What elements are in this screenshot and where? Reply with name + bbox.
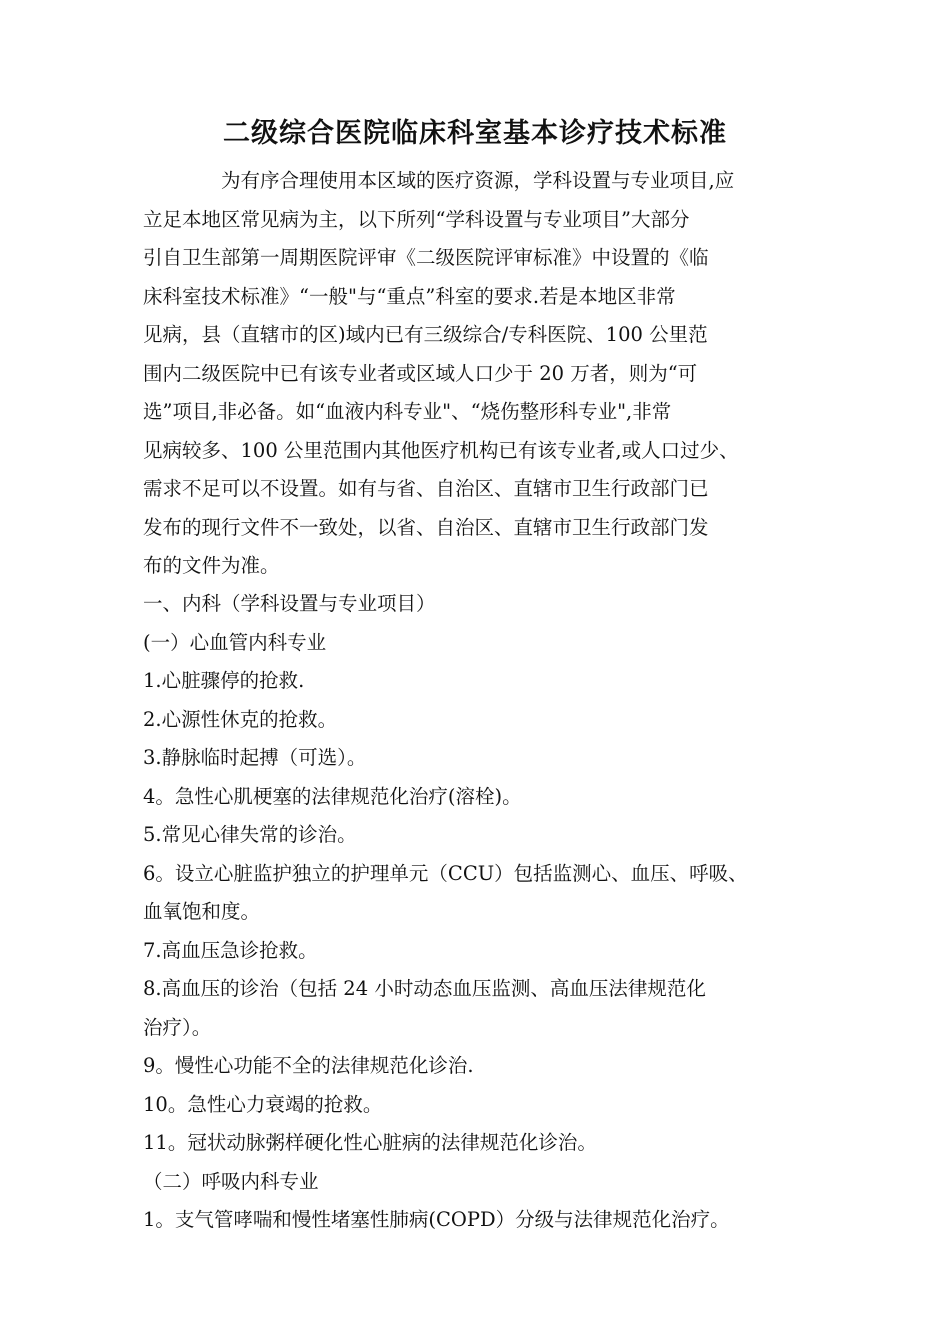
list-item: 4。急性心肌梗塞的法律规范化治疗(溶栓)。: [143, 784, 522, 808]
intro-line: 围内二级医院中已有该专业者或区域人口少于 20 万者，则为“可: [143, 361, 698, 385]
intro-line: 选”项目,非必备。如“血液内科专业"、“烧伤整形科专业",非常: [143, 400, 672, 423]
list-item: 6。设立心脏监护独立的护理单元（CCU）包括监测心、血压、呼吸、: [143, 861, 748, 885]
subsection-heading: （二）呼吸内科专业: [143, 1169, 319, 1193]
intro-line: 发布的现行文件不一致处，以省、自治区、直辖市卫生行政部门发: [143, 515, 709, 539]
list-item: 1。支气管哮喘和慢性堵塞性肺病(COPD）分级与法律规范化治疗。: [143, 1208, 730, 1231]
list-item: 11。冠状动脉粥样硬化性心脏病的法律规范化诊治。: [143, 1131, 597, 1154]
list-item-continuation: 治疗）。: [143, 1015, 212, 1039]
list-item: 2.心源性休克的抢救。: [143, 707, 338, 731]
list-item-continuation: 血氧饱和度。: [143, 900, 261, 923]
list-item: 3.静脉临时起搏（可选）。: [143, 746, 367, 769]
intro-line: 见病较多、100 公里范围内其他医疗机构已有该专业者,或人口过少、: [143, 438, 739, 462]
list-item: 9。慢性心功能不全的法律规范化诊治.: [143, 1054, 474, 1077]
list-item: 7.高血压急诊抢救。: [143, 938, 318, 962]
list-item: 8.高血压的诊治（包括 24 小时动态血压监测、高血压法律规范化: [143, 977, 706, 1000]
content-list: [143, 585, 833, 1240]
document-title: 二级综合医院临床科室基本诊疗技术标准: [223, 118, 727, 149]
list-item: 1.心脏骤停的抢救.: [143, 669, 305, 692]
intro-line: 见病，县（直辖市的区)域内已有三级综合/专科医院、100 公里范: [143, 323, 708, 346]
intro-line: 需求不足可以不设置。如有与省、自治区、直辖市卫生行政部门已: [143, 477, 709, 500]
intro-line: 床科室技术标准》“一般"与“重点”科室的要求.若是本地区非常: [143, 284, 676, 308]
intro-paragraph: [143, 162, 828, 586]
intro-line: 为有序合理使用本区域的医疗资源，学科设置与专业项目,应: [143, 169, 735, 192]
list-item: 5.常见心律失常的诊治。: [143, 823, 357, 846]
intro-line: 立足本地区常见病为主，以下所列“学科设置与专业项目”大部分: [143, 207, 690, 231]
section-heading: 一、内科（学科设置与专业项目）: [143, 592, 436, 615]
subsection-heading: (一）心血管内科专业: [143, 630, 327, 654]
intro-line: 布的文件为准。: [143, 554, 280, 577]
intro-line: 引自卫生部第一周期医院评审《二级医院评审标准》中设置的《临: [143, 246, 709, 269]
list-item: 10。急性心力衰竭的抢救。: [143, 1092, 383, 1116]
